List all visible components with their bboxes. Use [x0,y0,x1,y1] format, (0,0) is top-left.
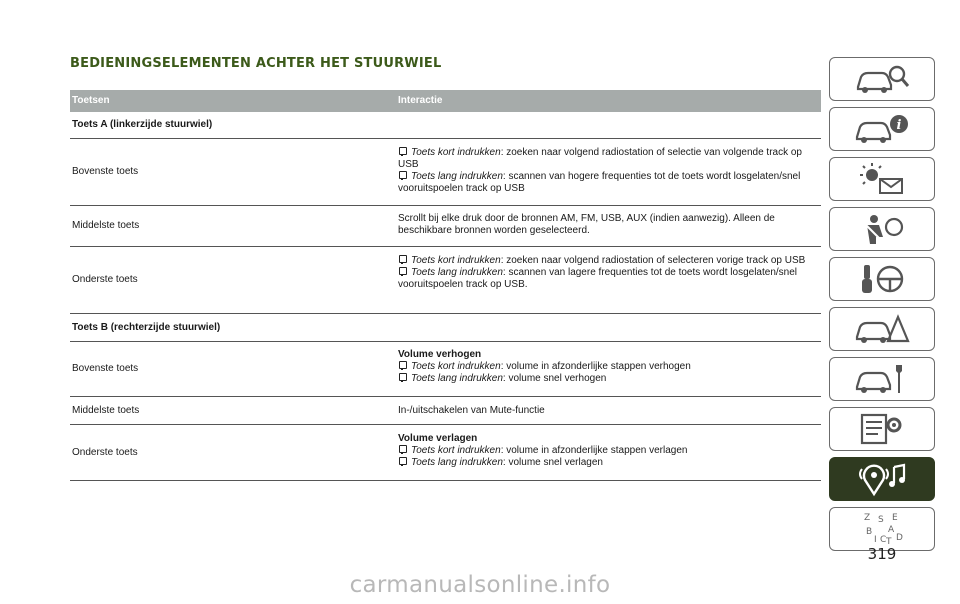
car-info-icon [852,111,912,147]
table-row [70,139,821,206]
interaction-text: : scannen van lagere frequenties tot de toets wordt losgelaten/snel vooruitspoelen track op USB. [398,267,797,290]
chapter-tab[interactable] [829,207,935,251]
italic-term: Toets lang indrukken [411,267,503,278]
bullet-icon [398,255,408,264]
italic-term: Toets kort indrukken [411,445,501,456]
watermark: carmanualsonline.info [349,572,611,598]
italic-term: Toets kort indrukken [411,147,501,158]
interaction-text: : volume in afzonderlijke stappen verhogen [500,361,691,372]
interaction-text: : volume in afzonderlijke stappen verlagen [500,445,688,456]
car-hazard-icon [852,311,912,347]
key-steering-wheel-icon [852,261,912,297]
chapter-tab[interactable] [829,357,935,401]
italic-term: Toets lang indrukken [411,373,503,384]
table-row [70,425,821,481]
table-header [70,90,821,112]
index-letter: C [880,535,887,545]
chapter-tab[interactable] [829,257,935,301]
table-row [70,247,821,314]
index-letters-icon [852,510,912,548]
italic-term: Toets kort indrukken [411,255,501,266]
index-letter: S [878,515,884,525]
bullet-icon [398,373,408,382]
bullet-icon [398,171,408,180]
index-letter: E [892,513,898,523]
key-label: Bovenste toets [72,363,139,374]
header-interactie: Interactie [398,95,443,106]
chapter-tab[interactable] [829,157,935,201]
italic-term: Toets kort indrukken [411,361,501,372]
bullet-icon [398,147,408,156]
interaction-text: : scannen van hogere frequenties tot de toets wordt losgelaten/snel vooruitspoelen track op USB [398,171,801,194]
key-label: Onderste toets [72,446,138,458]
interaction-text: : zoeken naar volgend radiostation of selectie van volgende track op USB [398,147,802,170]
car-wrench-icon [852,361,912,397]
chapter-sidebar [829,57,935,557]
interaction-text: In-/uitschakelen van Mute-functie [398,404,545,416]
chapter-tab[interactable] [829,407,935,451]
volume-down-label: Volume verlagen [398,433,478,444]
index-letter: A [888,525,895,535]
bullet-icon [398,457,408,466]
table-row [70,397,821,425]
index-letter: Z [864,513,871,523]
index-letter: B [866,527,873,537]
table-row [70,342,821,397]
interaction-text: : volume snel verhogen [502,373,607,384]
document-gear-icon [852,411,912,447]
key-label: Middelste toets [72,220,140,231]
volume-up-label: Volume verhogen [398,349,482,360]
table-row [70,206,821,247]
section-b-row [70,314,821,342]
chapter-tab-active[interactable] [829,457,935,501]
italic-term: Toets lang indrukken [411,171,503,182]
bullet-icon [398,445,408,454]
index-letter: T [886,537,892,547]
key-label: Middelste toets [72,404,140,416]
warning-light-envelope-icon [852,161,912,197]
bullet-icon [398,267,408,276]
chapter-tab[interactable] [829,107,935,151]
italic-term: Toets lang indrukken [411,457,503,468]
section-b-label: Toets B (rechterzijde stuurwiel) [72,321,221,333]
key-label: Bovenste toets [72,166,139,177]
svg-text:i: i [896,118,902,133]
section-a-label: Toets A (linkerzijde stuurwiel) [72,119,213,130]
interaction-text: : volume snel verlagen [502,457,603,468]
multimedia-music-icon [852,461,912,497]
chapter-tab[interactable] [829,57,935,101]
controls-table [70,90,821,481]
chapter-tab[interactable] [829,307,935,351]
key-label: Onderste toets [72,274,138,285]
index-letter: D [896,533,903,543]
car-magnifier-icon [852,61,912,97]
interaction-text: : zoeken naar volgend radiostation of selecteren vorige track op USB [500,255,806,266]
bullet-icon [398,361,408,370]
section-a-row [70,112,821,139]
interaction-text: Scrollt bij elke druk door de bronnen AM, FM, USB, AUX (indien aanwezig). Alleen de beschikbare bronnen worden geselecteerd. [398,213,775,236]
index-letter: I [874,535,877,545]
airbag-passenger-icon [852,211,912,247]
page-title: BEDIENINGSELEMENTEN ACHTER HET STUURWIEL [70,56,442,71]
header-toetsen: Toetsen [72,95,110,106]
page-number: 319 [867,545,897,563]
